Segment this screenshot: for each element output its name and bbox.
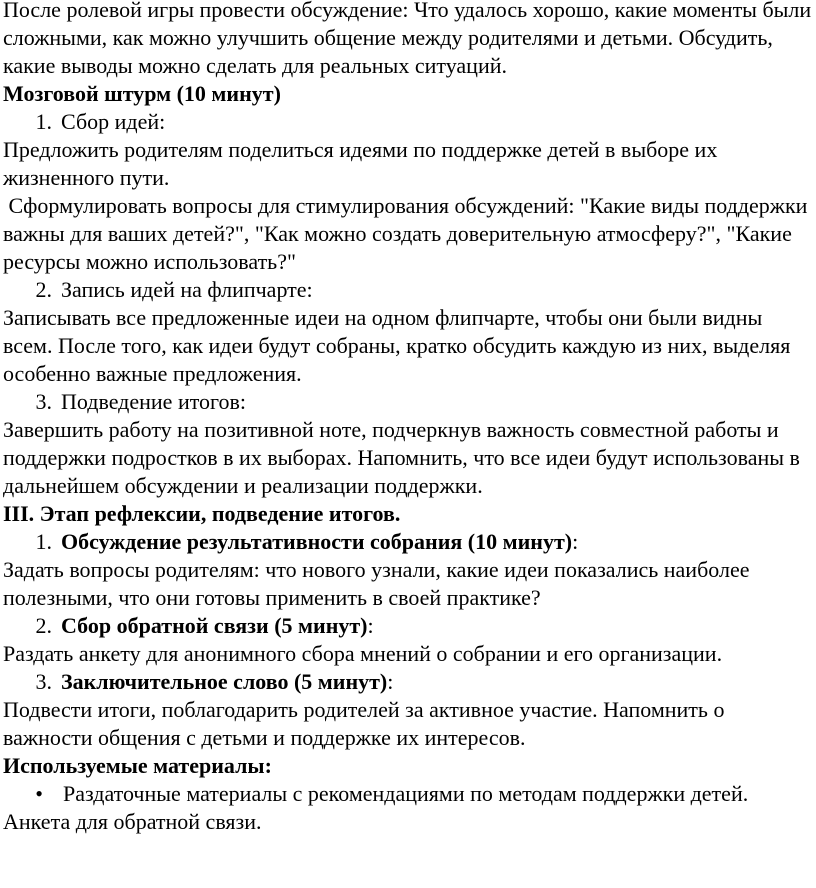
step-title: Обсуждение результативности собрания (10 минут) [61,529,573,554]
step-title-suffix: : [367,613,374,638]
step-paragraph: Предложить родителям поделиться идеями по поддержке детей в выборе их жизненного пути. [3,137,718,190]
step-paragraph: Записывать все предложенные идеи на одном флипчарте, чтобы они были видны всем. После того, как идеи будут собраны, кратко обсудить каждую из них, выделяя особенно важные предложения. [3,305,791,386]
step-title: Подведение итогов: [61,389,247,414]
reflection-step-1 [3,528,812,556]
step-title: Сбор обратной связи (5 минут) [61,613,368,638]
list-number: 3. [35,389,52,414]
step-paragraph: Сформулировать вопросы для стимулирования обсуждений: "Какие виды поддержки важны для ваших детей?", "Как можно создать доверительную атмосферу?", "Какие ресурсы можно использовать?" [3,193,813,274]
materials-trailing: Анкета для обратной связи. [3,809,262,834]
list-number: 3. [35,669,52,694]
reflection-step-3 [3,668,812,696]
bullet-text: Раздаточные материалы с рекомендациями по методам поддержки детей. [63,781,749,806]
brainstorm-step-2 [3,276,812,304]
step-paragraph: Задать вопросы родителям: что нового узнали, какие идеи показались наиболее полезными, что они готовы применить в своей практике? [3,557,750,610]
list-number: 2. [35,613,52,638]
step-title-line [61,668,812,696]
list-number: 1. [35,109,52,134]
step-title-suffix: : [387,669,394,694]
step-paragraph: Завершить работу на позитивной ноте, подчеркнув важность совместной работы и поддержки подростков в их выборах. Напомнить, что все идеи будут использованы в дальнейшем обсуждении и реализации поддержки. [3,417,800,498]
list-number: 1. [35,529,52,554]
reflection-step-2 [3,612,812,640]
step-paragraph: Подвести итоги, поблагодарить родителей за активное участие. Напомнить о важности общения с детьми и поддержке их интересов. [3,697,725,750]
step-paragraph: Раздать анкету для анонимного сбора мнений о собрании и его организации. [3,641,723,666]
bullet-marker: • [35,781,43,806]
brainstorm-step-3 [3,388,812,416]
step-title-suffix: : [572,529,579,554]
reflection-heading: III. Этап рефлексии, подведение итогов. [3,501,401,526]
step-title: Заключительное слово (5 минут) [61,669,388,694]
brainstorm-heading: Мозговой штурм (10 минут) [3,81,281,106]
step-title: Запись идей на флипчарте: [61,277,313,302]
step-title: Сбор идей: [61,109,166,134]
step-title-line [61,612,812,640]
brainstorm-step-1 [3,108,812,136]
intro-paragraph: После ролевой игры провести обсуждение: Что удалось хорошо, какие моменты были сложными, как можно улучшить общение между родителями и детьми. Обсудить, какие выводы можно сделать для реальных ситуаций. [3,0,812,78]
materials-bullet-item [3,780,812,808]
list-number: 2. [35,277,52,302]
step-title-line [61,528,812,556]
materials-heading: Используемые материалы: [3,753,272,778]
